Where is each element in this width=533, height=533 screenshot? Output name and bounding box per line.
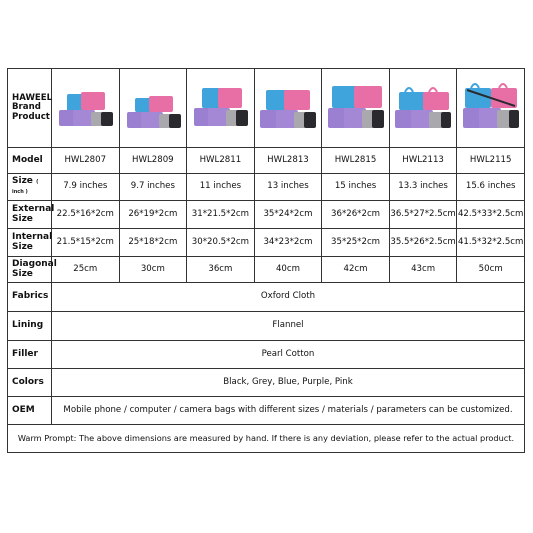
product-thumb-hwl2813 [254,69,322,148]
size-label [8,174,52,201]
product-image-row [8,69,525,148]
colors-row [8,369,525,397]
size-cell: 15.6 inches [457,174,525,201]
model-cell: HWL2815 [322,148,390,174]
diagonal-size-cell: 30cm [119,257,187,283]
oem-row [8,397,525,425]
oem-value: Mobile phone / computer / camera bags with different sizes / materials / parameters can be customized. [52,397,525,425]
internal-size-cell: 30*20.5*2cm [187,229,255,257]
brand-product-label: HAWEEL Brand Product [8,69,52,148]
model-row [8,148,525,174]
sleeve-set-image [53,76,117,140]
internal-size-cell: 41.5*32*2.5cm [457,229,525,257]
product-thumb-hwl2807 [52,69,120,148]
external-size-label: External Size [8,201,52,229]
spec-sheet [7,68,525,453]
internal-size-cell: 34*23*2cm [254,229,322,257]
size-cell: 11 inches [187,174,255,201]
size-label-text: Size [12,176,33,187]
diagonal-size-row [8,257,525,283]
model-label: Model [8,148,52,174]
warm-prompt-text: Warm Prompt: The above dimensions are measured by hand. If there is any deviation, please refer to the actual product. [8,425,525,453]
internal-size-cell: 35*25*2cm [322,229,390,257]
size-unit: ( inch ) [12,179,39,195]
size-cell: 15 inches [322,174,390,201]
external-size-cell: 26*19*2cm [119,201,187,229]
fabrics-value: Oxford Cloth [52,283,525,312]
internal-size-cell: 21.5*15*2cm [52,229,120,257]
external-size-cell: 36.5*27*2.5cm [389,201,457,229]
external-size-cell: 31*21.5*2cm [187,201,255,229]
diagonal-size-cell: 40cm [254,257,322,283]
internal-size-row [8,229,525,257]
external-size-row [8,201,525,229]
product-thumb-hwl2815 [322,69,390,148]
external-size-cell: 22.5*16*2cm [52,201,120,229]
model-cell: HWL2813 [254,148,322,174]
oem-label: OEM [8,397,52,425]
filler-row [8,341,525,369]
warm-prompt-row [8,425,525,453]
internal-size-cell: 35.5*26*2.5cm [389,229,457,257]
product-thumb-hwl2811 [187,69,255,148]
sleeve-set-image [324,76,388,140]
diagonal-size-cell: 25cm [52,257,120,283]
external-size-cell: 36*26*2cm [322,201,390,229]
size-cell: 13.3 inches [389,174,457,201]
diagonal-size-cell: 43cm [389,257,457,283]
model-cell: HWL2807 [52,148,120,174]
fabrics-label: Fabrics [8,283,52,312]
internal-size-label: Internal Size [8,229,52,257]
size-cell: 9.7 inches [119,174,187,201]
size-row [8,174,525,201]
model-cell: HWL2809 [119,148,187,174]
model-cell: HWL2811 [187,148,255,174]
colors-value: Black, Grey, Blue, Purple, Pink [52,369,525,397]
briefcase-set-image [391,76,455,140]
filler-label: Filler [8,341,52,369]
spec-table [7,68,525,453]
product-thumb-hwl2115 [457,69,525,148]
internal-size-cell: 25*18*2cm [119,229,187,257]
product-thumb-hwl2113 [389,69,457,148]
sleeve-set-image [256,76,320,140]
diagonal-size-cell: 50cm [457,257,525,283]
sleeve-set-image [121,76,185,140]
size-cell: 13 inches [254,174,322,201]
size-cell: 7.9 inches [52,174,120,201]
model-cell: HWL2115 [457,148,525,174]
diagonal-size-cell: 42cm [322,257,390,283]
filler-value: Pearl Cotton [52,341,525,369]
fabrics-row [8,283,525,312]
lining-value: Flannel [52,312,525,341]
lining-row [8,312,525,341]
diagonal-size-cell: 36cm [187,257,255,283]
external-size-cell: 42.5*33*2.5cm [457,201,525,229]
diagonal-size-label: Diagonal Size [8,257,52,283]
product-thumb-hwl2809 [119,69,187,148]
sleeve-set-image [188,76,252,140]
lining-label: Lining [8,312,52,341]
external-size-cell: 35*24*2cm [254,201,322,229]
colors-label: Colors [8,369,52,397]
model-cell: HWL2113 [389,148,457,174]
briefcase-set-image [459,76,523,140]
